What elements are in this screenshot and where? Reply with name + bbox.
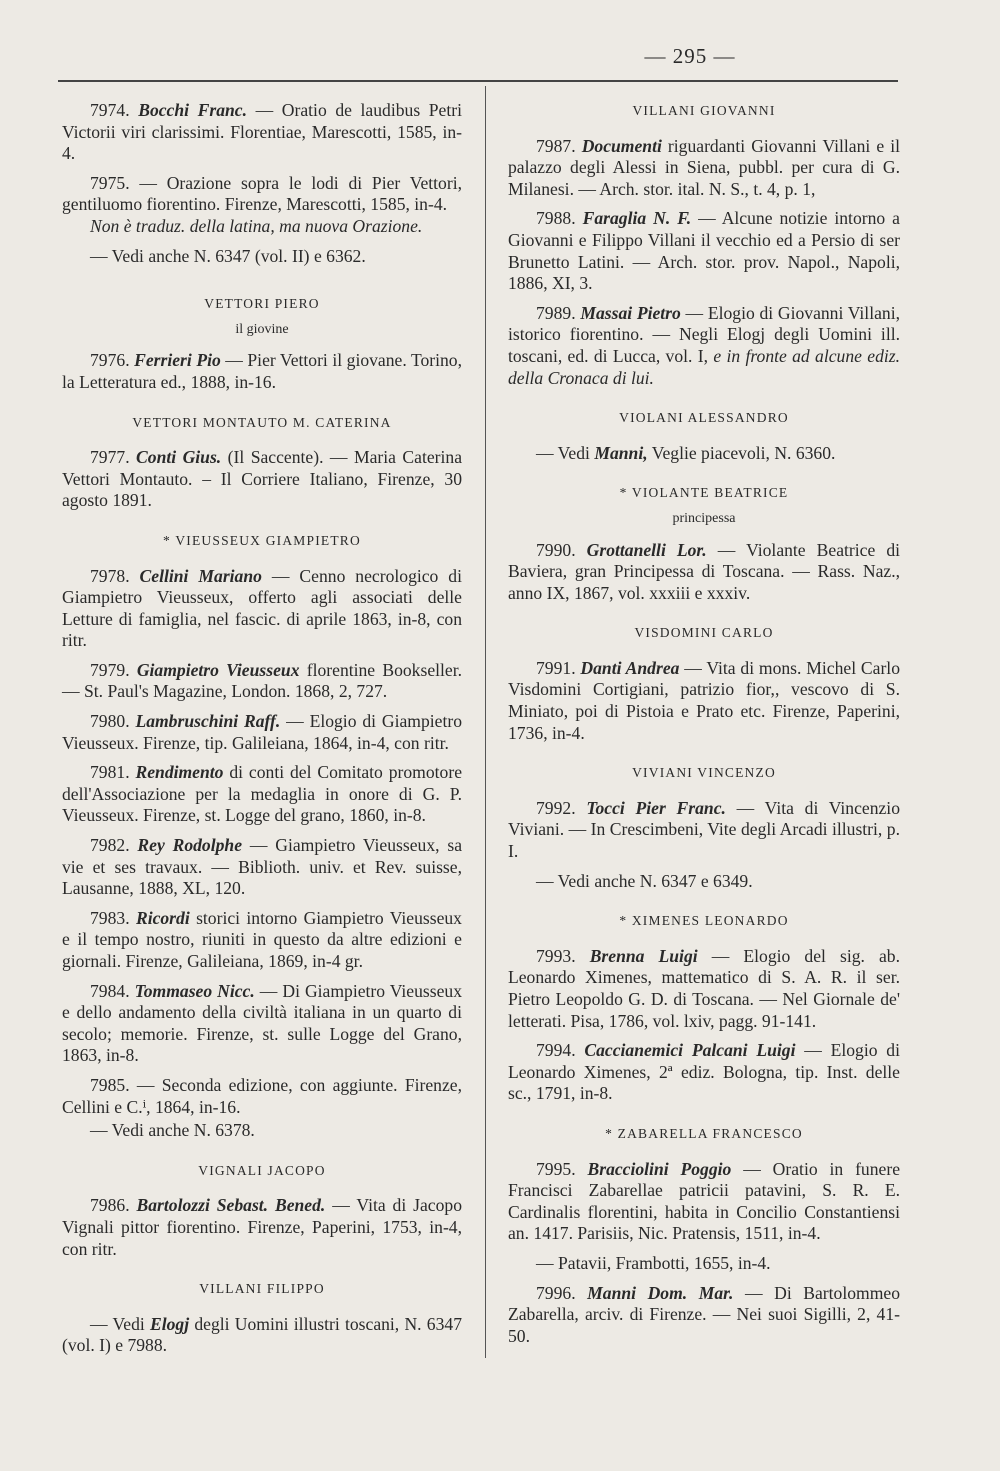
heading-violante: * VIOLANTE BEATRICE (619, 485, 789, 501)
subheading-principessa: principessa (672, 510, 736, 526)
entry-7975: 7975. — Orazione sopra le lodi di Pier Vettori, gentiluomo fiorentino. Firenze, Marescotti, 1585, in-4. (62, 172, 462, 215)
entry-7995: 7995. Bracciolini Poggio — Oratio in funere Francisci Zabarellae patricii patavini, S. R. E. Cardinalis florentini, habita in Concilio Constantiensi an. 1417. Parisiis, Nic. Pratensis, 1511, in-4. (508, 1158, 901, 1244)
heading-vettori-piero: VETTORI PIERO (204, 296, 320, 312)
entry-7988: 7988. Faraglia N. F. — Alcune notizie intorno a Giovanni e Filippo Villani il vecchio ed a Persio di ser Brunetto Latini. — Arch. stor. prov. Napol., Napoli, 1886, XI, 3. (508, 208, 900, 294)
heading-vignali: VIGNALI JACOPO (198, 1162, 326, 1178)
entry-7987: 7987. Documenti riguardanti Giovanni Villani e il palazzo degli Alessi in Siena, pubbl. per cura di G. Milanesi. — Arch. stor. ital. N. S., t. 4, p. 1, (508, 135, 901, 199)
note-7975: Non è traduz. della latina, ma nuova Orazione. (90, 215, 423, 236)
heading-zabarella: * ZABARELLA FRANCESCO (605, 1125, 803, 1141)
entry-7979: 7979. Giampietro Vieusseux florentine Bookseller. — St. Paul's Magazine, London. 1868, 2, 727. (62, 659, 462, 702)
see-also: — Vedi Elogj degli Uomini illustri toscani, N. 6347 (vol. I) e 7988. (62, 1313, 462, 1356)
page-number: — 295 — (644, 44, 736, 68)
see-also: — Vedi Manni, Veglie piacevoli, N. 6360. (536, 442, 836, 463)
column-divider (485, 86, 486, 1358)
heading-villani-giovanni: VILLANI GIOVANNI (632, 103, 776, 118)
entry-7980: 7980. Lambruschini Raff. — Elogio di Giampietro Vieusseux. Firenze, tip. Galileiana, 1864, in-4, con ritr. (62, 711, 463, 753)
entry-7993: 7993. Brenna Luigi — Elogio del sig. ab. Leonardo Ximenes, mattematico di S. A. R. il ser. Pietro Leopoldo G. D. di Toscana. — Nel Giornale de' letterati. Pisa, 1786, vol. lxiv, pagg. 91-141. (508, 945, 900, 1031)
entry-7985: 7985. — Seconda edizione, con aggiunte. Firenze, Cellini e C.ⁱ, 1864, in-16. (62, 1074, 462, 1117)
entry-7992: 7992. Tocci Pier Franc. — Vita di Vincenzio Viviani. — In Crescimbeni, Vite degli Arcadi illustri, p. I. (508, 797, 900, 862)
see-also: — Vedi anche N. 6347 (vol. II) e 6362. (90, 245, 366, 266)
heading-violani: VIOLANI ALESSANDRO (619, 410, 789, 426)
entry-7982: 7982. Rey Rodolphe — Giampietro Vieusseux, sa vie et ses travaux. — Biblioth. univ. et Rev. suisse, Lausanne, 1888, XL, 120. (62, 835, 463, 899)
entry-7990: 7990. Grottanelli Lor. — Violante Beatrice di Baviera, gran Principessa di Toscana. — Rass. Naz., anno IX, 1867, vol. xxxiii e xxxiv. (508, 539, 901, 603)
see-also: — Patavii, Frambotti, 1655, in-4. (536, 1252, 771, 1273)
entry-7978: 7978. Cellini Mariano — Cenno necrologico di Giampietro Vieusseux, offerto agli associati delle Letture di famiglia, nel fascic. di aprile 1863, in-8, con ritr. (62, 565, 462, 651)
entry-7983: 7983. Ricordi storici intorno Giampietro Vieusseux e il tempo nostro, riuniti in questo da altre edizioni e giornali. Firenze, Galileiana, 1869, in-4 gr. (62, 907, 462, 971)
entry-7991: 7991. Danti Andrea — Vita di mons. Michel Carlo Visdomini Cortigiani, patrizio fior,, vescovo di S. Miniato, poi di Pistoia e Prato etc. Firenze, Paperini, 1736, in-4. (508, 657, 900, 743)
heading-villani-filippo: VILLANI FILIPPO (199, 1281, 325, 1297)
top-rule (58, 80, 898, 82)
entry-7984: 7984. Tommaseo Nicc. — Di Giampietro Vieusseux e dello andamento della civiltà italiana in un quarto di secolo; memorie. Firenze, st. sulle Logge del Grano, 1863, in-8. (62, 980, 462, 1066)
see-also: — Vedi anche N. 6378. (90, 1120, 255, 1141)
heading-visdomini: VISDOMINI CARLO (634, 625, 774, 641)
entry-7976: 7976. Ferrieri Pio — Pier Vettori il giovane. Torino, la Letteratura ed., 1888, in-16. (62, 350, 462, 392)
entry-7981: 7981. Rendimento di conti del Comitato promotore dell'Associazione per la medaglia in onore di G. P. Vieusseux. Firenze, st. Logge del grano, 1860, in-8. (62, 762, 463, 826)
entry-7996: 7996. Manni Dom. Mar. — Di Bartolommeo Zabarella, arciv. di Firenze. — Nei suoi Sigilli, 2, 41-50. (508, 1282, 900, 1346)
heading-viviani: VIVIANI VINCENZO (632, 765, 776, 781)
entry-7974: 7974. Bocchi Franc. — Oratio de laudibus Petri Victorii viri clarissimi. Florentiae, Marescotti, 1585, in-4. (62, 100, 462, 164)
entry-7977: 7977. Conti Gius. (Il Saccente). — Maria Caterina Vettori Montauto. – Il Corriere Italiano, Firenze, 30 agosto 1891. (62, 447, 462, 511)
heading-ximenes: * XIMENES LEONARDO (619, 913, 789, 929)
left-column (62, 100, 462, 1365)
entry-7989: 7989. Massai Pietro — Elogio di Giovanni Villani, istorico fiorentino. — Negli Elogj degli Uomini ill. toscani, ed. di Lucca, vol. I, e in fronte ad alcune ediz. della Cronaca di lui. (508, 302, 900, 388)
right-column (508, 100, 900, 1355)
entry-7994: 7994. Caccianemici Palcani Luigi — Elogio di Leonardo Ximenes, 2ª ediz. Bologna, tip. Inst. delle sc., 1791, in-8. (508, 1040, 900, 1104)
see-also: — Vedi anche N. 6347 e 6349. (536, 870, 753, 891)
heading-vettori-montauto: VETTORI MONTAUTO M. CATERINA (132, 414, 392, 430)
subheading-il-giovine: il giovine (235, 321, 289, 337)
entry-7986: 7986. Bartolozzi Sebast. Bened. — Vita di Jacopo Vignali pittor fiorentino. Firenze, Paperini, 1753, in-4, con ritr. (62, 1195, 463, 1259)
heading-vieusseux: * VIEUSSEUX GIAMPIETRO (163, 532, 361, 548)
